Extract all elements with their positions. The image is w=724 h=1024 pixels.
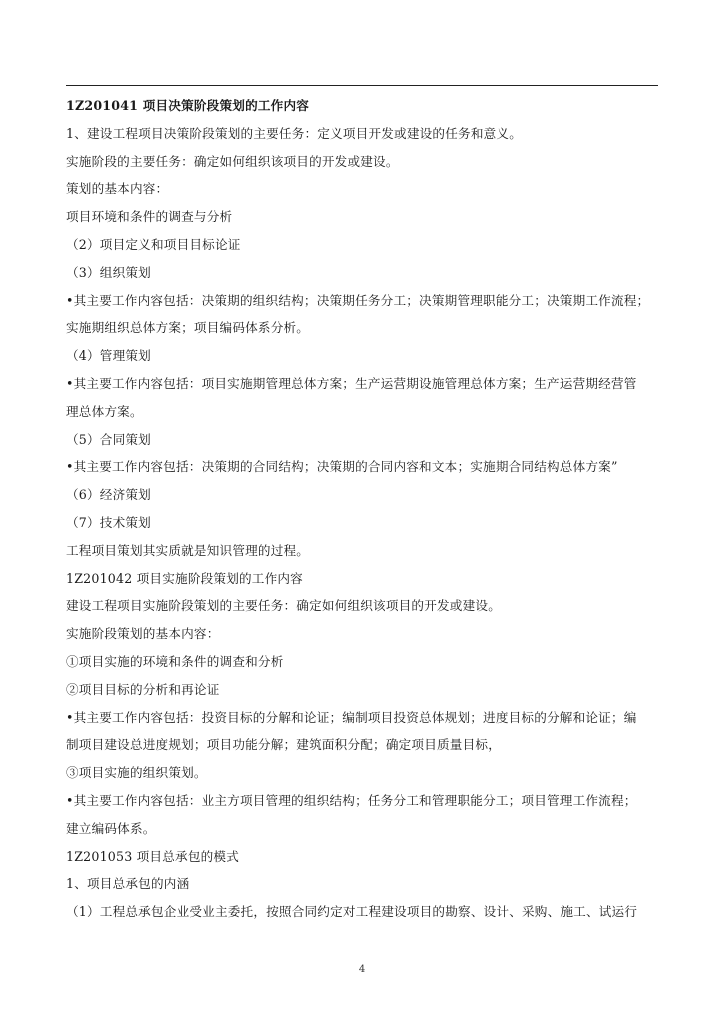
text-line: 1、项目总承包的内涵 xyxy=(66,876,190,892)
text-line: 建立编码体系。 xyxy=(66,820,156,836)
text-line: 项目环境和条件的调查与分析 xyxy=(66,209,233,225)
header-rule xyxy=(66,85,658,86)
text-line: •其主要工作内容包括：业主方项目管理的组织结构；任务分工和管理职能分工；项目管理工作流程； xyxy=(66,792,637,808)
text-line: •其主要工作内容包括：决策期的组织结构；决策期任务分工；决策期管理职能分工；决策期工作流程； xyxy=(66,292,650,308)
text-line: 策划的基本内容： xyxy=(66,181,169,197)
text-line: 工程项目策划其实质就是知识管理的过程。 xyxy=(66,542,310,558)
page-number: 4 xyxy=(358,964,366,975)
text-line: ②项目目标的分析和再论证 xyxy=(66,681,220,697)
section-heading: 1Z201053 项目总承包的模式 xyxy=(66,848,239,864)
text-line: •其主要工作内容包括：决策期的合同结构；决策期的合同内容和文本；实施期合同结构总体方案” xyxy=(66,459,618,475)
text-line: 理总体方案。 xyxy=(66,403,143,419)
text-line: （7）技术策划 xyxy=(66,514,151,530)
text-line: （1）工程总承包企业受业主委托，按照合同约定对工程建设项目的勘察、设计、采购、施工、试运行 xyxy=(66,904,638,920)
text-line: （4）管理策划 xyxy=(66,348,151,364)
text-line: （5）合同策划 xyxy=(66,431,151,447)
text-line: （6）经济策划 xyxy=(66,487,151,503)
text-line: （2）项目定义和项目目标论证 xyxy=(66,236,241,252)
text-line: ③项目实施的组织策划。 xyxy=(66,765,207,781)
text-line: •其主要工作内容包括：项目实施期管理总体方案；生产运营期设施管理总体方案；生产运营期经营管 xyxy=(66,375,637,391)
text-line: 实施阶段的主要任务：确定如何组织该项目的开发或建设。 xyxy=(66,153,399,169)
text-line: ①项目实施的环境和条件的调查和分析 xyxy=(66,653,284,669)
text-line: 实施期组织总体方案；项目编码体系分析。 xyxy=(66,320,310,336)
text-line: （3）组织策划 xyxy=(66,264,151,280)
text-line: 建设工程项目实施阶段策划的主要任务：确定如何组织该项目的开发或建设。 xyxy=(66,598,501,614)
section-heading: 1Z201041 项目决策阶段策划的工作内容 xyxy=(66,98,310,113)
document-body xyxy=(66,92,666,926)
text-line: 实施阶段策划的基本内容： xyxy=(66,626,220,642)
section-heading: 1Z201042 项目实施阶段策划的工作内容 xyxy=(66,570,303,586)
text-line: 制项目建设总进度规划；项目功能分解；建筑面积分配；确定项目质量目标， xyxy=(66,737,501,753)
text-line: 1、建设工程项目决策阶段策划的主要任务：定义项目开发或建设的任务和意义。 xyxy=(66,125,522,141)
text-line: •其主要工作内容包括：投资目标的分解和论证；编制项目投资总体规划；进度目标的分解和论证；编 xyxy=(66,709,637,725)
